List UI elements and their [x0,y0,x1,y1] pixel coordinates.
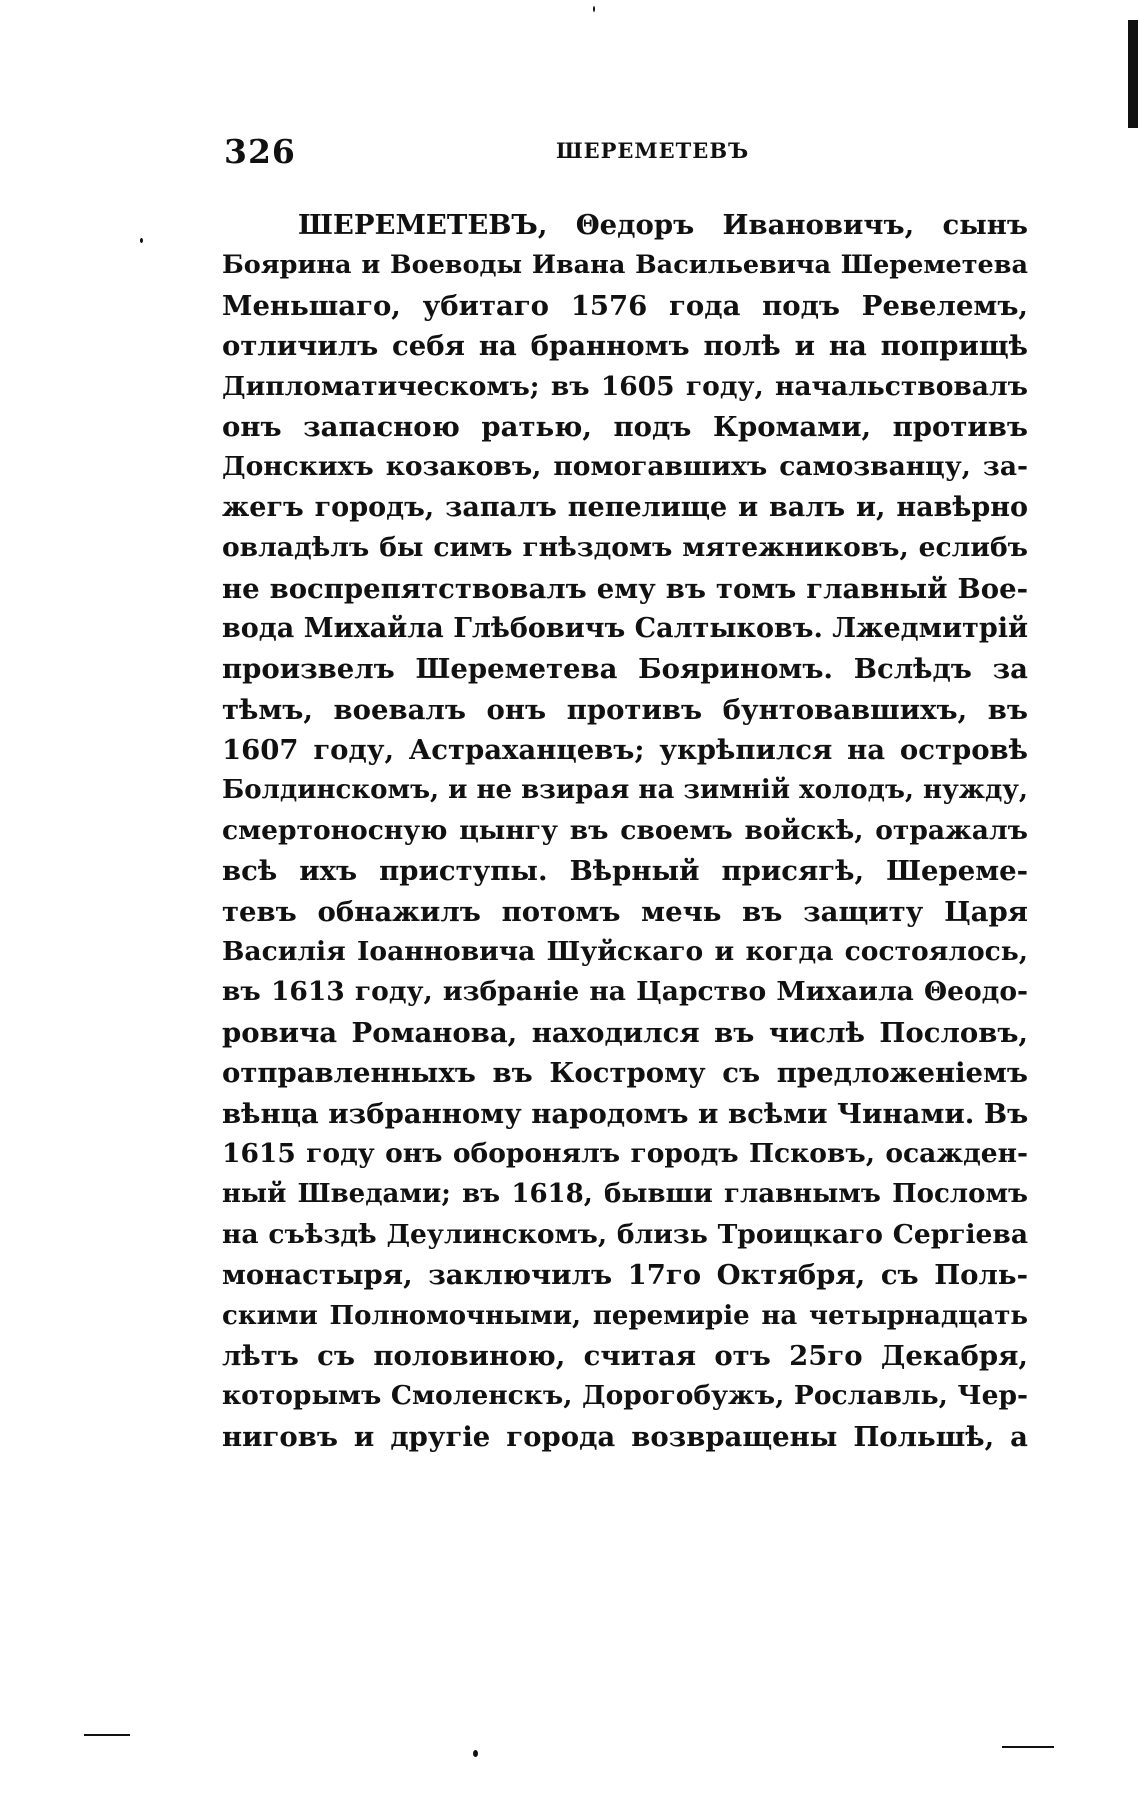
text-line: ниговъ и другіе города возвращены Польшѣ, а [222,1420,1028,1453]
text-line: скими Полномочными, перемиріе на четырнадцать [222,1300,1028,1331]
page-number: 326 [224,132,296,171]
scan-speck [593,6,595,12]
text-line: онъ запасною ратью, подъ Кромами, противъ [222,410,1028,443]
text-line: жегъ городъ, запалъ пепелище и валъ и, навѣрно [222,491,1028,523]
text-line: смертоносную цынгу въ своемъ войскѣ, отражалъ [222,814,1028,846]
scan-edge-line-left [84,1734,130,1736]
text-line: лѣтъ съ половиною, считая отъ 25го Декабря, [222,1339,1028,1372]
text-line: всѣ ихъ приступы. Вѣрный присягѣ, Шереме- [222,855,1028,888]
text-line: овладѣлъ бы симъ гнѣздомъ мятежниковъ, еслибъ [222,532,1028,564]
text-line: Дипломатическомъ; въ 1605 году, начальствовалъ [222,370,1028,402]
scan-edge-bar [1128,20,1138,128]
text-line: Меньшаго, убитаго 1576 года подъ Ревелемъ, [222,289,1028,322]
text-line: на съѣздѣ Деулинскомъ, близь Троицкаго Сергіева [222,1218,1028,1250]
text-line: Донскихъ козаковъ, помогавшихъ самозванцу, за- [222,451,1028,483]
entry-text [222,205,1028,1457]
text-line: произвелъ Шереметева Бояриномъ. Вслѣдъ за [222,653,1028,686]
text-line: тевъ обнажилъ потомъ мечь въ защиту Царя [222,895,1028,928]
text-line: Болдинскомъ, и не взирая на зимній холодъ, нужду, [222,775,1028,806]
scan-speck [473,1750,478,1757]
text-line: монастыря, заключилъ 17го Октября, съ Поль- [222,1259,1028,1292]
text-line: которымъ Смоленскъ, Дорогобужъ, Рославль, Чер- [222,1380,1028,1412]
text-line: тѣмъ, воевалъ онъ противъ бунтовавшихъ, въ [222,693,1028,726]
text-line: ШЕРЕМЕТЕВЪ, Θедоръ Ивановичъ, сынъ [298,209,1028,241]
text-line: Василія Іоанновича Шуйскаго и когда состоялось, [222,936,1028,968]
scan-speck [140,238,143,243]
page-header [224,128,1034,178]
text-line: ровича Романова, находился въ числѣ Пословъ, [222,1016,1028,1049]
text-line: не воспрепятствовалъ ему въ томъ главный Вое- [222,572,1028,605]
text-line: отправленныхъ въ Кострому съ предложеніемъ [222,1057,1028,1090]
text-line: отличилъ себя на бранномъ полѣ и на поприщѣ [222,330,1028,363]
text-line: вода Михайла Глѣбовичъ Салтыковъ. Лжедмитрій [222,612,1028,644]
text-line: 1607 году, Астраханцевъ; укрѣпился на островѣ [222,734,1028,767]
scan-edge-line-right [1002,1746,1054,1748]
text-line: вѣнца избранному народомъ и всѣми Чинами. Въ [222,1097,1028,1130]
running-head: ШЕРЕМЕТЕВЪ [556,138,750,163]
text-line: въ 1613 году, избраніе на Царство Михаила Θеодо- [222,976,1028,1008]
text-line: ный Шведами; въ 1618, бывши главнымъ Посломъ [222,1179,1028,1210]
text-line: Боярина и Воеводы Ивана Васильевича Шереметева [222,250,1028,281]
text-line: 1615 году онъ оборонялъ городъ Псковъ, осажден- [222,1137,1028,1169]
